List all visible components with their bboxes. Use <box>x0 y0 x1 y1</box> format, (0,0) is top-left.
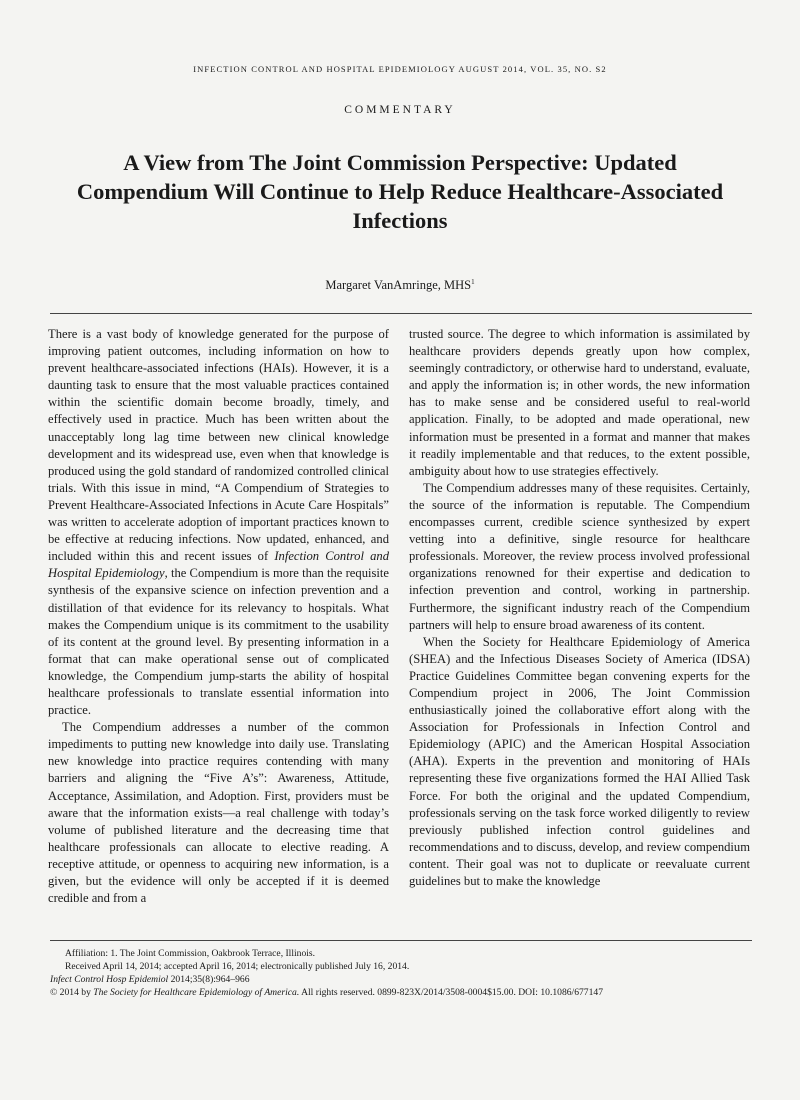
section-label: COMMENTARY <box>344 104 456 116</box>
footnote-affiliation: Affiliation: 1. The Joint Commission, Oakbrook Terrace, Illinois. <box>65 948 316 959</box>
journal-running-header: INFECTION CONTROL AND HOSPITAL EPIDEMIOLOGY AUGUST 2014, VOL. 35, NO. S2 <box>193 64 607 74</box>
paragraph: When the Society for Healthcare Epidemiology of America (SHEA) and the Infectious Diseases Society of America (IDSA) Practice Guidelines Committee began convening experts for the Compendium project in 2006, The Joint Commission enthusiastically joined the collaborative effort along with the Association for Professionals in Infection Control and Epidemiology (APIC) and the American Hospital Association (AHA). Experts in the prevention and monitoring of HAIs representing these five organizations formed the HAI Allied Task Force. For both the original and the updated Compendium, professionals serving on the task force worked diligently to review previously published infection control guidelines and recommendations and to discuss, develop, and review compendium content. Their goal was not to duplicate or reevaluate current guidelines but to make the knowledge <box>409 634 750 888</box>
body-column-left <box>48 326 389 907</box>
footnote-copyright: © 2014 by The Society for Healthcare Epidemiology of America. All rights reserved. 0899-823X/2014/3508-0004$15.00. DOI: 10.1086/677147 <box>50 987 603 998</box>
journal-name-italic: Infection Control and Hospital Epidemiology <box>48 549 390 581</box>
paragraph: The Compendium addresses a number of the common impediments to putting new knowledge into daily use. Translating new knowledge into practice requires contending with many barriers and aligning the “Five A’s”: Awareness, Attitude, Acceptance, Assimilation, and Adoption. First, providers must be aware that the information exists—a real challenge with today’s volume of published literature and the decreasing time that healthcare professionals can allocate to elective reading. A receptive attitude, or openness to acquiring new information, is a given, but the evidence will only be accepted if it is deemed credible and from a <box>48 720 389 906</box>
footnotes <box>50 947 752 999</box>
paragraph: The Compendium addresses many of these requisites. Certainly, the source of the information is reputable. The Compendium encompasses current, credible science synthesized by expert vetting into a definitive, single resource for healthcare professionals. Moreover, the review process involved professional organizations renowned for their expertise and dedication to infection prevention and control, working in partnership. Furthermore, the significant industry reach of the Compendium partners will help to ensure broad awareness of its content. <box>409 480 750 632</box>
author-line <box>0 278 800 293</box>
paragraph: trusted source. The degree to which information is assimilated by healthcare providers depends greatly upon how complex, seemingly contradictory, or otherwise hard to understand, evaluate, and apply the information is; in other words, the new information has to make sense and be considered useful to real-world application. Finally, to be adopted and made operational, new information must be presented in a format and manner that makes it readily implementable and that reduces, to the extent possible, ambiguity about how to use strategies effectively. <box>409 327 750 478</box>
footnote-citation: Infect Control Hosp Epidemiol 2014;35(8):964–966 <box>50 974 250 985</box>
body-column-right <box>409 326 750 890</box>
author-affiliation-mark: 1 <box>471 278 475 286</box>
paragraph: There is a vast body of knowledge generated for the purpose of improving patient outcomes, including information on how to prevent healthcare-associated infections (HAIs). However, it is a daunting task to ensure that the most valuable practices contained within the scientific domain become broadly, timely, and effectively used in practice. Much has been written about the unacceptably long lag time between new clinical knowledge development and its widespread use, even when that knowledge is produced using the gold standard of randomized controlled clinical trials. With this issue in mind, “A Compendium of Strategies to Prevent Healthcare-Associated Infections in Acute Care Hospitals” was written to accelerate adoption of important practices known to be effective at reducing infections. Now updated, enhanced, and included within this and recent issues of Infection Control and Hospital Epidemiology, the Compendium is more than the requisite synthesis of the expansive science on infection prevention and a distillation of that evidence for its relevancy to hospitals. What makes the Compendium unique is its commitment to the usability of its content at the ground level. By presenting information in a format that can make operational sense out of complicated knowledge, the Compendium jump-starts the ability of hospital healthcare professionals to translate essential information into practice. <box>48 327 390 718</box>
article-title: A View from The Joint Commission Perspective: Updated Compendium Will Continue to Help Reduce Healthcare-Associated Infections <box>76 150 724 233</box>
footnote-divider <box>50 940 752 941</box>
author-name: Margaret VanAmringe, MHS <box>325 278 472 293</box>
footnote-received: Received April 14, 2014; accepted April 16, 2014; electronically published July 16, 2014. <box>65 961 410 972</box>
header-divider <box>50 313 752 314</box>
